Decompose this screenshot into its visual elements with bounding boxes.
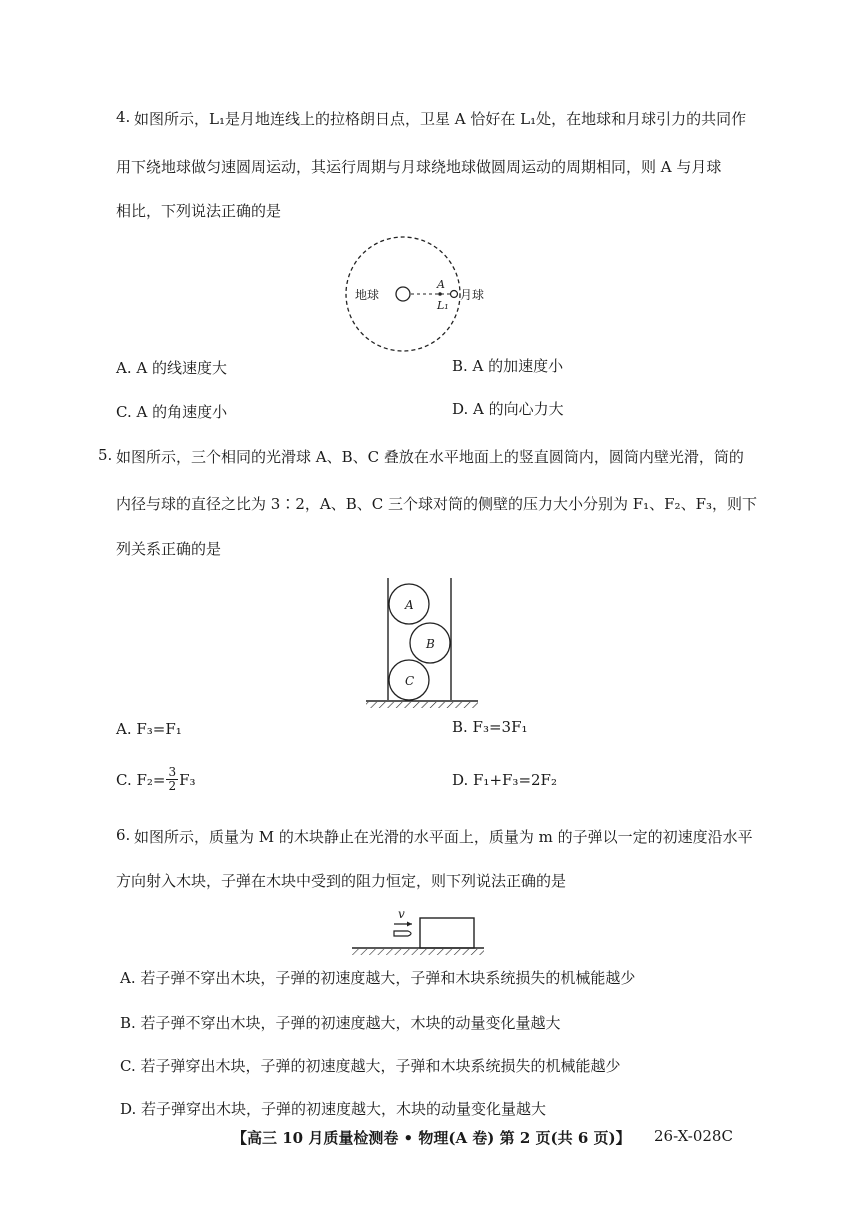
q5-option-b: B. F₃=3F₁ — [452, 718, 528, 736]
q6-option-b: B. 若子弹不穿出木块，子弹的初速度越大，木块的动量变化量越大 — [120, 1014, 561, 1032]
point-l1-label: L₁ — [437, 299, 449, 312]
q6-option-c: C. 若子弹穿出木块，子弹的初速度越大，子弹和木块系统损失的机械能越少 — [120, 1057, 621, 1075]
q6-block-figure — [350, 906, 490, 956]
q6-number: 6. — [116, 826, 131, 844]
q6-text-line2: 方向射入木块，子弹在木块中受到的阻力恒定，则下列说法正确的是 — [116, 872, 567, 890]
ball-b-label: B — [426, 637, 435, 651]
q5-option-c-suffix: F₃ — [179, 770, 196, 789]
q5-option-d: D. F₁+F₃=2F₂ — [452, 771, 557, 789]
q4-text-line3: 相比，下列说法正确的是 — [116, 202, 282, 220]
moon-label: 月球 — [460, 288, 485, 302]
q4-option-b: B. A 的加速度小 — [452, 357, 564, 375]
earth-circle — [396, 287, 410, 301]
bullet — [394, 931, 411, 936]
q5-option-c-fraction — [166, 766, 178, 793]
footer-title: 【高三 10 月质量检测卷 • 物理(A 卷) 第 2 页(共 6 页)】 — [232, 1129, 631, 1147]
q4-text-line2: 用下绕地球做匀速圆周运动，其运行周期与月球绕地球做圆周运动的周期相同，则 A 与月球 — [116, 158, 722, 176]
ground-hatch — [352, 949, 484, 955]
fraction-numerator: 3 — [168, 765, 177, 779]
ball-c-label: C — [405, 674, 415, 688]
satellite-a-dot — [438, 292, 442, 296]
ground-hatch — [366, 702, 478, 708]
q5-option-c — [116, 766, 196, 793]
q5-option-c-prefix: C. F₂= — [116, 770, 166, 789]
fraction-denominator: 2 — [168, 779, 177, 793]
wooden-block — [420, 918, 474, 948]
q5-cylinder-figure — [360, 574, 485, 714]
q5-text-line3: 列关系正确的是 — [116, 540, 222, 558]
q4-text-line1: 如图所示，L₁是月地连线上的拉格朗日点，卫星 A 恰好在 L₁处，在地球和月球引力的共同作 — [134, 110, 747, 128]
q5-option-a: A. F₃=F₁ — [116, 720, 182, 738]
ball-a-label: A — [405, 598, 414, 612]
q4-orbit-figure — [340, 228, 520, 358]
earth-label: 地球 — [355, 288, 380, 302]
q5-text-line1: 如图所示，三个相同的光滑球 A、B、C 叠放在水平地面上的竖直圆筒内，圆筒内壁光滑，筒的 — [116, 448, 744, 466]
velocity-label: v — [398, 907, 405, 921]
q5-number: 5. — [98, 446, 113, 464]
q6-option-a: A. 若子弹不穿出木块，子弹的初速度越大，子弹和木块系统损失的机械能越少 — [120, 969, 636, 987]
q4-option-c: C. A 的角速度小 — [116, 403, 228, 421]
footer-code: 26-X-028C — [654, 1127, 733, 1145]
velocity-arrowhead — [407, 922, 412, 927]
point-a-label: A — [437, 278, 445, 291]
q4-option-d: D. A 的向心力大 — [452, 400, 564, 418]
q6-text-line1: 如图所示，质量为 M 的木块静止在光滑的水平面上，质量为 m 的子弹以一定的初速度沿水平 — [134, 828, 753, 846]
q4-option-a: A. A 的线速度大 — [116, 359, 227, 377]
q4-number: 4. — [116, 108, 131, 126]
moon-circle — [451, 291, 458, 298]
q6-option-d: D. 若子弹穿出木块，子弹的初速度越大，木块的动量变化量越大 — [120, 1100, 547, 1118]
q5-text-line2: 内径与球的直径之比为 3∶2，A、B、C 三个球对筒的侧壁的压力大小分别为 F₁、F₂、F₃，则下 — [116, 495, 757, 513]
